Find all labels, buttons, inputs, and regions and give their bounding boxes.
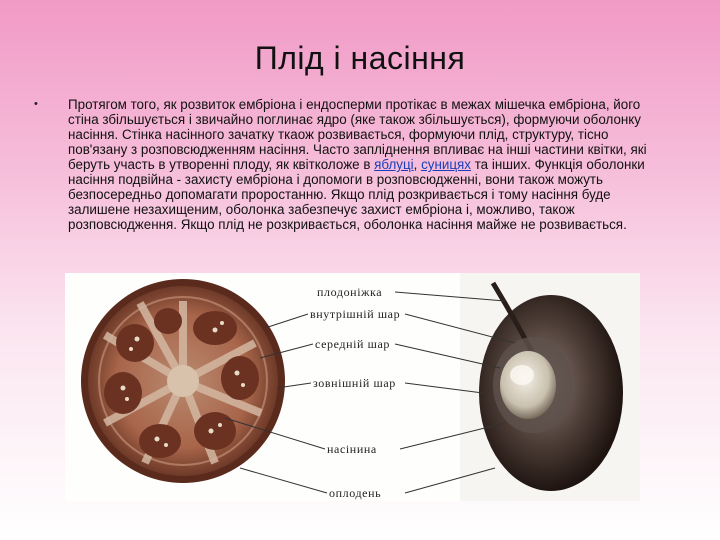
tomato-cross-section-image — [81, 279, 285, 483]
figure-labels — [310, 285, 400, 500]
label-plodonizhka: плодоніжка — [317, 285, 383, 299]
fruit-longitudinal-section-image — [460, 273, 640, 501]
body-text-part-1: Протягом того, як розвиток ембріона і ендосперми протікає в межах мішечка ембріона, його стіна збільшується і звичайно поглинає ядро (яке також збільшується), формуючи оболонку насіння. Стінка насінного зачатку ткаож розвивається, формуючи плід, структуру, тісно пов'язану з розповсюдженням насіння. Часто запліднення впливає на інші частини квітки, які беруть участь в утворенні плоду, як квітколоже в — [68, 97, 647, 172]
label-seed: насінина — [327, 442, 377, 456]
fruit-anatomy-figure — [65, 273, 640, 501]
body-paragraph — [68, 97, 668, 232]
bullet-marker: • — [34, 98, 38, 110]
label-inner-layer: внутрішній шар — [310, 307, 401, 321]
body-text-part-2: та інших. Функція оболонки насіння подвійна - захисту ембріона і допомоги в розповсюдженні, вони також можуть безпосередньо допомагати проростанню. Якщо плід розкривається і тому насіння буде залишене незахищеним, оболонка забезпечує захист ембріона і, можливо, також розповсюдження. Якщо плід не розкривається, оболонка насіння майже не розвивається. — [68, 157, 645, 232]
label-middle-layer: середній шар — [315, 337, 391, 351]
strawberry-link[interactable]: суницях — [421, 157, 471, 172]
slide-title: Плід і насіння — [254, 40, 466, 76]
fruit-anatomy-svg — [65, 273, 640, 501]
apple-link[interactable]: яблуці — [374, 157, 414, 172]
body-separator: , — [413, 157, 422, 172]
label-pericarp: оплодень — [329, 486, 382, 500]
label-outer-layer: зовнішній шар — [313, 376, 396, 390]
